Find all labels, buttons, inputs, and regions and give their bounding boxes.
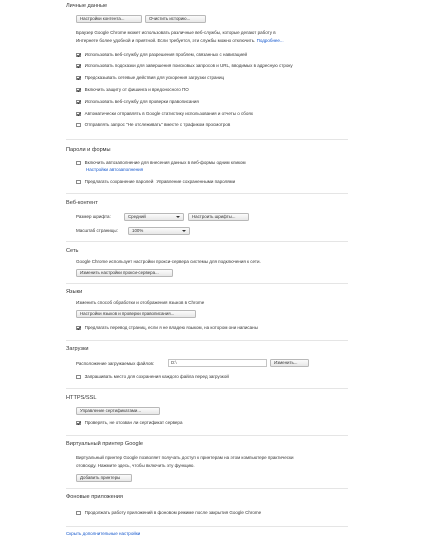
divider	[66, 388, 348, 389]
change-location-button[interactable]: Изменить...	[270, 359, 309, 367]
content-settings-button[interactable]: Настройки контента...	[76, 15, 142, 23]
option-do-not-track[interactable]: Отправлять запрос "Не отслеживать" вместе с трафиком просмотров	[76, 122, 230, 128]
cloudprint-description-line1: Виртуальный принтер Google позволяет получать доступ к принтерам на этом компьютере практически	[76, 455, 294, 460]
option-phishing-protection[interactable]: Включить защиту от фишинга и вредоносного ПО	[76, 87, 189, 93]
checkbox[interactable]	[76, 112, 81, 117]
section-title-downloads: Загрузки	[66, 346, 89, 352]
section-title-background: Фоновые приложения	[66, 494, 123, 500]
option-autofill[interactable]: Включить автозаполнение для внесения данных в веб-формы одним кликом	[76, 160, 246, 166]
personal-description-line1: Браузер Google Chrome может использовать различные веб-службы, которые делают работу в	[76, 30, 276, 35]
network-description: Google Chrome использует настройки прокси-сервера системы для подключения к сети.	[76, 259, 261, 264]
option-save-passwords[interactable]: Предлагать сохранение паролей Управление сохраненными паролями	[76, 179, 235, 185]
divider	[66, 435, 348, 436]
section-title-personal: Личные данные	[66, 3, 108, 9]
option-spellcheck-service[interactable]: Использовать веб-службу для проверки правописания	[76, 99, 199, 105]
proxy-settings-button[interactable]: Изменить настройки прокси-сервера...	[76, 269, 173, 277]
section-title-cloudprint: Виртуальный принтер Google	[66, 441, 143, 447]
option-navigation-errors[interactable]: Использовать веб-службу для разрешения проблем, связанных с навигацией	[76, 52, 247, 58]
zoom-label: Масштаб страницы:	[76, 228, 118, 233]
divider	[66, 193, 348, 194]
checkbox[interactable]	[76, 180, 81, 185]
checkbox[interactable]	[76, 64, 81, 69]
download-location-input[interactable]: D:\	[168, 359, 267, 367]
option-search-suggestions[interactable]: Использовать подсказки для завершения поисковых запросов и URL, вводимых в адресную строку	[76, 63, 293, 69]
checkbox[interactable]	[76, 100, 81, 105]
manage-certificates-button[interactable]: Управление сертификатами...	[76, 407, 160, 415]
checkbox[interactable]	[76, 326, 81, 331]
font-size-label: Размер шрифта:	[76, 214, 111, 219]
add-printers-button[interactable]: Добавить принтеры	[76, 474, 132, 482]
clear-history-button[interactable]: Очистить историю...	[145, 15, 206, 23]
checkbox[interactable]	[76, 53, 81, 58]
divider	[66, 241, 348, 242]
checkbox[interactable]	[76, 161, 81, 166]
cloudprint-description-line2: отовсюду. Нажмите здесь, чтобы включить эту функцию.	[76, 463, 195, 468]
divider	[66, 283, 348, 284]
more-link[interactable]: Подробнее...	[256, 38, 284, 43]
section-title-network: Сеть	[66, 248, 79, 254]
option-check-revocation[interactable]: Проверять, не отозван ли сертификат сервера	[76, 420, 182, 426]
divider	[66, 139, 348, 140]
chevron-down-icon	[176, 216, 180, 218]
checkbox[interactable]	[76, 76, 81, 81]
option-background-apps[interactable]: Продолжать работу приложений в фоновом режиме после закрытия Google Chrome	[76, 510, 261, 516]
option-usage-statistics[interactable]: Автоматически отправлять в Google статистику использования и отчеты о сбоях	[76, 111, 253, 117]
chevron-down-icon	[182, 230, 186, 232]
zoom-select[interactable]: 100%	[128, 227, 190, 235]
checkbox[interactable]	[76, 375, 81, 380]
personal-description-line2: Интернете более удобной и приятной. Если требуется, эти службы можно отключить. Подробнее...	[76, 38, 284, 43]
autofill-settings-link[interactable]: Настройки автозаполнения	[86, 167, 144, 172]
option-ask-download-location[interactable]: Запрашивать место для сохранения каждого файла перед загрузкой	[76, 374, 229, 380]
hide-advanced-settings-link[interactable]: Скрыть дополнительные настройки	[66, 531, 141, 536]
checkbox[interactable]	[76, 88, 81, 93]
manage-passwords-link[interactable]: Управление сохраненными паролями	[156, 179, 236, 185]
section-title-https: HTTPS/SSL	[66, 395, 97, 401]
font-size-select[interactable]: Средний	[124, 213, 184, 221]
divider	[66, 488, 348, 489]
checkbox[interactable]	[76, 421, 81, 426]
languages-description: Изменить способ обработки и отображения языков в Chrome	[76, 300, 205, 305]
option-network-prediction[interactable]: Предсказывать сетевые действия для ускорения загрузки страниц	[76, 75, 224, 81]
section-title-languages: Языки	[66, 289, 83, 295]
customize-fonts-button[interactable]: Настроить шрифты...	[188, 213, 249, 221]
checkbox[interactable]	[76, 511, 81, 516]
option-translate[interactable]: Предлагать перевод страниц, если я не владею языком, на котором они написаны	[76, 325, 258, 331]
divider	[66, 340, 348, 341]
checkbox[interactable]	[76, 123, 81, 128]
language-settings-button[interactable]: Настройки языков и проверки правописания...	[76, 310, 196, 318]
section-title-webcontent: Веб-контент	[66, 200, 98, 206]
divider	[66, 526, 348, 527]
section-title-passwords: Пароли и формы	[66, 147, 111, 153]
download-location-label: Расположение загружаемых файлов:	[76, 361, 155, 366]
